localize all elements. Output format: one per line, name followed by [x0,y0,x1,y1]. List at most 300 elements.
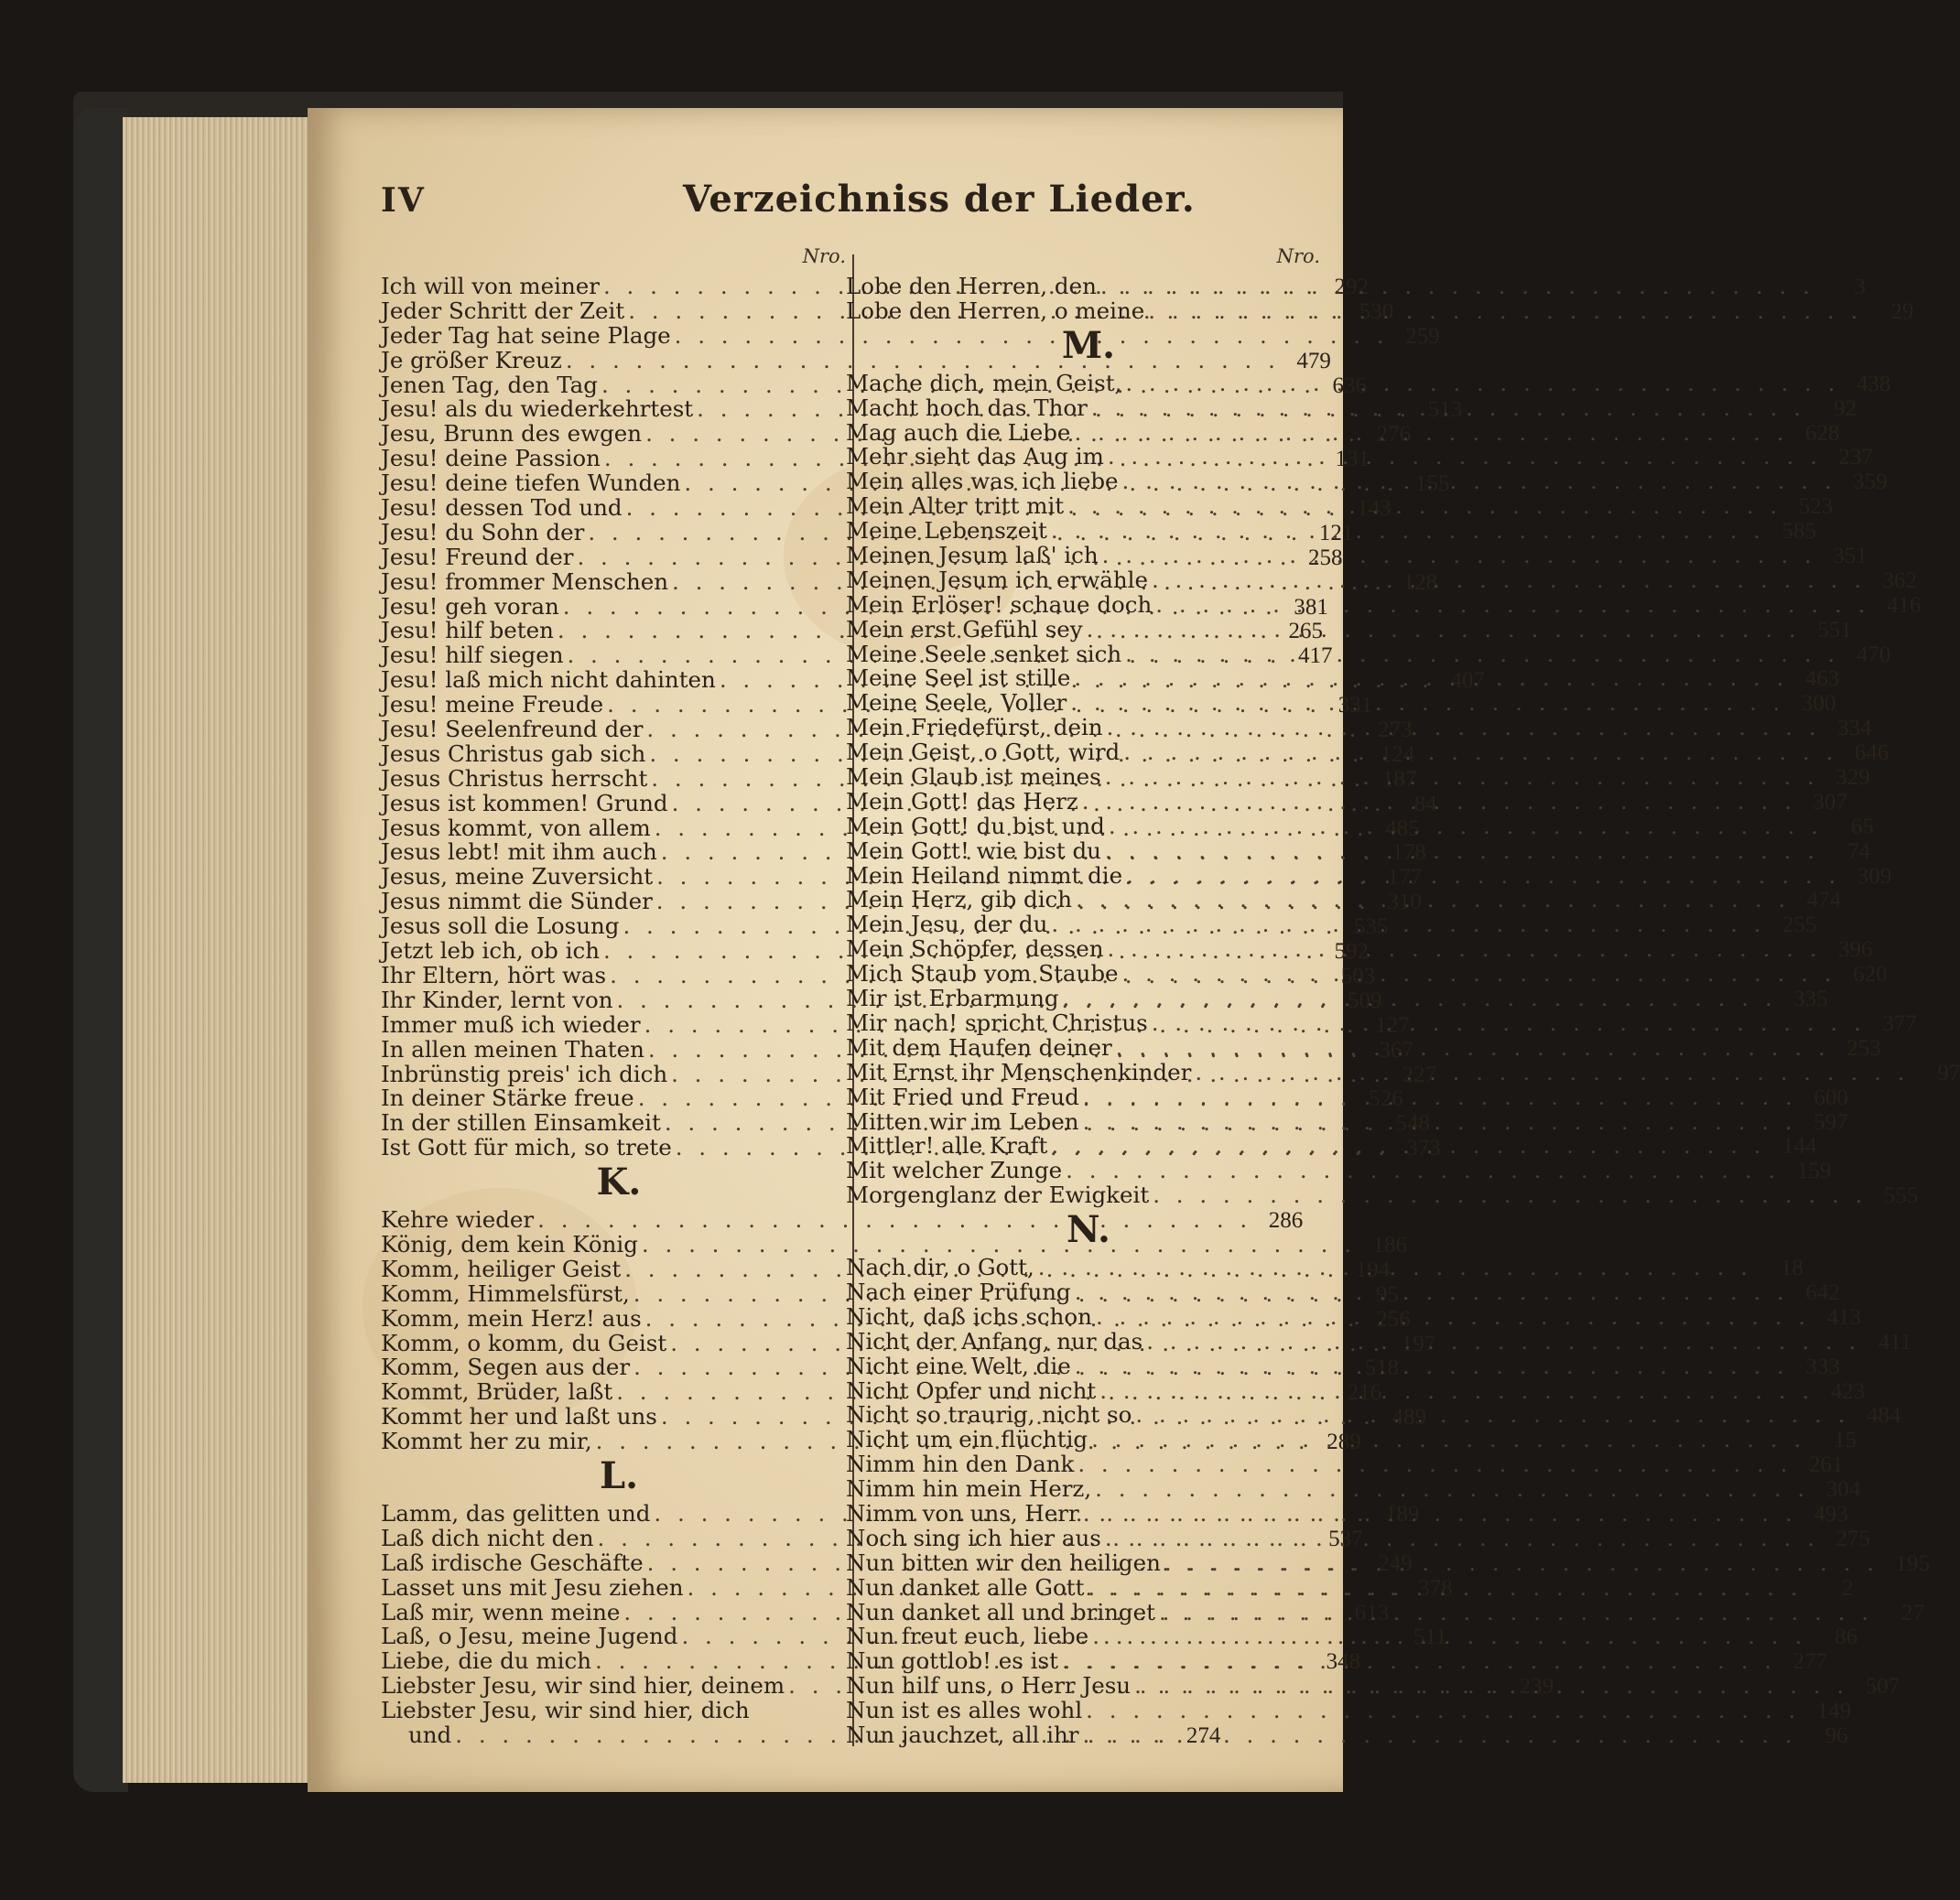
entry-number: 592 [1334,939,1370,965]
leader-dots [1034,1254,1756,1280]
entry-number: 255 [1781,912,1817,938]
entry-number: 555 [1883,1183,1919,1209]
entry-title: Meine Seele, Voller [846,689,1067,717]
entry-number: 186 [1372,1232,1407,1258]
leader-dots [1101,763,1823,790]
entry-title: Noch sing ich hier aus [846,1524,1101,1551]
leader-dots [1148,567,1869,593]
section-letter: N. [1067,1208,1110,1252]
entry-number: 470 [1856,642,1891,667]
entry-number: 509 [1348,988,1382,1013]
entry-title: Meinen Jesum ich erwähle [846,566,1148,593]
entry-title: Jesu! Freund der [381,543,574,570]
entry-number: 503 [1340,963,1376,988]
entry-title: Kommt, Brüder, laßt [381,1378,613,1406]
leader-dots [1103,935,1825,962]
entry-number: 535 [1354,914,1389,940]
leader-dots [1088,1426,1809,1452]
entry-title: Ihr Eltern, hört was [381,961,607,988]
entry-title: Jesu! deine tiefen Wunden [381,470,681,497]
entry-number: 256 [1376,1306,1411,1332]
page-number: IV [381,181,426,220]
entry-number: 274 [1186,1722,1221,1748]
entry-title: Komm, o komm, du Geist [381,1329,667,1356]
index-entry [381,321,1440,349]
entry-number: 92 [1833,395,1857,421]
leader-dots [1059,985,1781,1011]
leader-dots [1062,1157,1783,1183]
entry-number: 474 [1806,888,1842,913]
entry-number: 155 [1414,471,1450,497]
entry-title: Lobe den Herren, den [846,273,1097,299]
entry-title: Mache dich, mein Geist, [846,369,1122,396]
entry-number: 3 [1854,275,1866,299]
entry-number: 416 [1886,592,1922,618]
leader-dots [1078,788,1800,815]
entry-title: Nimm von uns, Herr [846,1499,1079,1527]
entry-number: 551 [1817,617,1852,642]
entry-title: In deiner Stärke freue [381,1085,634,1112]
entry-title: Jesu! hilf siegen [381,642,564,669]
leader-dots [1142,1328,1864,1355]
entry-title: Liebe, die du mich [381,1647,591,1675]
entry-title: Jesu! dessen Tod und [381,494,623,522]
entry-title: Lasset uns mit Jesu ziehen [381,1573,684,1601]
leader-dots [1088,1623,1810,1649]
index-entry [846,640,1891,667]
entry-number: 197 [1401,1331,1436,1356]
leader-dots [1072,886,1793,912]
entry-title: Jesus ist kommen! Grund [381,789,668,816]
entry-number: 144 [1781,1134,1817,1160]
entry-title: Laß, o Jesu, meine Jugend [381,1623,678,1650]
leader-dots [1079,1500,1801,1527]
leader-dots [1155,1599,1877,1625]
entry-number: 27 [1901,1600,1925,1625]
entry-number: 2 [1841,1575,1854,1601]
entry-number: 417 [1298,643,1333,669]
entry-number: 600 [1814,1085,1848,1110]
entry-title: Nun jauchzet, all ihr [846,1721,1079,1748]
entry-title: Lamm, das gelitten und [381,1499,651,1527]
entry-title: Mittler! alle Kraft [846,1132,1048,1160]
entry-title: Mein Gott! wie bist du [846,837,1101,864]
entry-title: In der stillen Einsamkeit [381,1109,661,1137]
leader-dots [1092,1303,1814,1330]
entry-number: 485 [1385,815,1420,841]
entry-number: 513 [1427,397,1463,423]
entry-title: Mein Jesu, der du [846,911,1048,938]
entry-title: Mir nach! spricht Christus [846,1009,1148,1036]
entry-title: Mein Schöpfer, dessen [846,935,1104,963]
entry-title: Meinen Jesum laß' ich [846,542,1099,569]
entry-title: Nimm hin mein Herz, [846,1475,1092,1503]
leader-dots [1121,370,1843,396]
entry-title: Mit Fried und Freud [846,1083,1079,1110]
leader-dots [1097,273,1818,299]
entry-number: 377 [1882,1010,1917,1036]
entry-number: 178 [1391,840,1426,866]
entry-number: 484 [1866,1403,1901,1429]
entry-title: Kommt her zu mir, [381,1428,592,1455]
entry-title: Nicht der Anfang, nur das [846,1327,1143,1355]
entry-title: Kommt her und laßt uns [381,1403,657,1430]
entry-number: 620 [1853,962,1888,988]
leader-dots [1079,1722,1801,1748]
entry-number: 413 [1826,1304,1862,1330]
index-entry [381,1230,1407,1258]
entry-title: Jesus soll die Losung [381,912,620,940]
leader-dots [1088,394,1809,421]
leader-dots [1104,443,1825,470]
entry-number: 310 [1387,890,1422,915]
entry-title: Nicht eine Welt, die [846,1352,1071,1379]
leader-dots [1047,911,1769,937]
entry-title: Nicht Opfer und nicht [846,1376,1097,1404]
entry-title: In allen meinen Thaten [381,1035,644,1063]
section-letter: K. [596,1161,642,1204]
entry-title: Jeder Tag hat seine Plage [381,321,671,349]
entry-number: 276 [1376,422,1412,448]
entry-title: Mit dem Haufen deiner [846,1033,1112,1061]
entry-number: 309 [1857,863,1892,889]
entry-title: Meine Seele senket sich [846,640,1122,667]
entry-number: 237 [1838,445,1873,470]
entry-number: 216 [1347,1380,1382,1406]
entry-number: 518 [1364,1355,1400,1381]
entry-number: 511 [1413,1625,1447,1650]
entry-title: Komm, mein Herz! aus [381,1304,642,1332]
entry-number: 628 [1805,420,1840,446]
index-entry [846,1157,1832,1184]
entry-title: Mehr sieht das Aug im [846,443,1104,470]
entry-title: Mein Heiland nimmt die [846,861,1123,889]
entry-number: 239 [1519,1674,1554,1700]
entry-number: 29 [1890,298,1914,324]
entry-number: 333 [1805,1354,1840,1379]
entry-number: 261 [1808,1452,1844,1478]
entry-number: 258 [1308,545,1343,570]
index-entry [846,1697,1852,1724]
page-edges [123,117,317,1783]
entry-title: Mein Gott! das Herz [846,787,1078,815]
index-entry [846,1182,1919,1209]
entry-number: 367 [1379,1037,1413,1063]
leader-dots [1058,1647,1780,1674]
entry-title: Mir ist Erbarmung [846,985,1059,1012]
entry-number: 523 [1798,494,1834,520]
entry-number: 195 [1895,1550,1930,1576]
entry-title: Nach dir, o Gott, [846,1254,1034,1281]
leader-dots [1161,1549,1882,1576]
entry-title: Jesu! laß mich nicht dahinten [381,666,716,694]
entry-number: 65 [1850,814,1874,839]
entry-title: Jesus, meine Zuversicht [381,863,654,891]
entry-number: 273 [1377,718,1413,743]
entry-title: Nun freut euch, liebe [846,1623,1089,1650]
entry-number: 143 [1357,496,1391,522]
entry-title: Mein erst Gefühl sey [846,615,1083,642]
entry-number: 149 [1816,1699,1852,1724]
leader-dots [1121,641,1843,667]
leader-dots [1070,419,1792,446]
entry-title: Nicht so traurig, nicht so [846,1401,1132,1429]
page-header [308,172,1343,227]
entry-number: 526 [1369,1086,1403,1112]
entry-number: 127 [1375,1012,1410,1038]
entry-title: Nun danket all und bringet [846,1598,1155,1625]
entry-title: Mit welcher Zunge [846,1157,1063,1184]
entry-number: 396 [1838,937,1873,963]
index-entry [381,1697,857,1722]
entry-number: 124 [1380,741,1415,767]
entry-number: 227 [1402,1062,1437,1087]
entry-number: 438 [1856,371,1891,396]
entry-number: 253 [1846,1035,1881,1061]
leader-dots [1047,1132,1769,1159]
entry-title: König, dem kein König [381,1230,638,1258]
entry-title: Jesu! deine Passion [381,445,601,472]
leader-dots [1132,1401,1853,1428]
entry-number: 277 [1792,1649,1827,1675]
leader-dots [1079,1084,1801,1110]
leader-dots [1103,714,1825,740]
entry-number: 304 [1825,1477,1861,1503]
entry-number: 334 [1837,716,1872,741]
leader-dots [1144,297,1866,324]
entry-number: 292 [1334,275,1370,299]
entry-title: Mein Erlöser! schaue doch [846,590,1153,618]
leader-dots [1191,1059,1912,1085]
entry-title: Laß irdische Geschäfte [381,1549,644,1576]
entry-number: 335 [1793,987,1828,1012]
entry-number: 331 [1337,693,1373,718]
entry-title: Jesu! geh voran [381,592,559,620]
entry-title: Nun ist es alles wohl [846,1697,1083,1724]
entry-title: Nicht, daß ichs schon [846,1302,1092,1330]
entry-number: 378 [1418,1575,1453,1601]
entry-number: 493 [1814,1501,1848,1527]
entry-number: 249 [1378,1550,1413,1576]
entry-title: Je größer Kreuz [381,346,562,373]
entry-title: Lobe den Herren, o meine [846,297,1145,324]
leader-dots [1149,1182,1870,1208]
leader-dots [1067,689,1788,716]
entry-title: Jesu! als du wiederkehrtest [381,395,694,423]
entry-number: 86 [1835,1625,1858,1650]
entry-title: Meine Seel ist stille [846,664,1071,692]
entry-title: Ihr Kinder, lernt von [381,986,613,1013]
entry-title: Nimm hin den Dank [846,1451,1075,1478]
entry-title: Liebster Jesu, wir sind hier, deinem [381,1672,785,1700]
leader-dots [1083,616,1804,642]
entry-title: Nicht um ein flüchtig [846,1426,1088,1453]
entry-title: Jesu! frommer Menschen [381,567,669,595]
entry-number: 646 [1854,740,1890,766]
entry-number: 507 [1865,1674,1900,1700]
leader-dots [1131,1672,1852,1699]
leader-dots [1096,1377,1817,1404]
entry-title: Ich will von meiner [381,273,600,299]
leader-dots [1091,1475,1813,1502]
leader-dots [1112,1034,1834,1061]
entry-title: Mag auch die Liebe [846,418,1071,446]
entry-title: Mich Staub vom Staube [846,960,1119,988]
entry-number: 189 [1384,1501,1420,1527]
leader-dots [1070,664,1792,691]
nro-label: Nro. [802,245,846,267]
entry-number: 265 [1288,619,1323,644]
entry-title: Mitten wir im Leben [846,1107,1079,1135]
entry-title: und [408,1721,452,1748]
entry-number: 300 [1801,691,1836,717]
index-entry [846,542,1868,569]
leader-dots [1120,739,1841,765]
entry-title: Komm, heiliger Geist [381,1255,622,1282]
entry-title: Mein Gott! du bist und [846,812,1105,839]
entry-number: 128 [1402,569,1438,595]
entry-number: 194 [1355,1257,1391,1282]
entry-number: 362 [1882,567,1918,593]
entry-number: 530 [1359,298,1394,324]
leader-dots [1079,1108,1801,1135]
entry-title: Macht hoch das Thor [846,394,1088,421]
entry-title: Nun bitten wir den heiligen [846,1549,1161,1576]
entry-number: 74 [1846,838,1870,864]
entry-number: 259 [1405,323,1440,349]
entry-title: Jesus lebt! mit ihm auch [381,838,657,866]
entry-number: 479 [1296,348,1331,373]
index-entry [846,1721,1848,1748]
entry-number: 411 [1878,1329,1912,1355]
entry-title: Liebster Jesu, wir sind hier, dich [381,1697,750,1724]
leader-dots [1148,1009,1869,1036]
nro-label: Nro. [1276,245,1320,267]
entry-title: Komm, Himmelsfürst, [381,1279,630,1307]
entry-title: Nach einer Prüfung [846,1278,1071,1305]
leader-dots [1152,591,1873,618]
entry-title: Jesu! meine Freude [381,691,604,718]
index-entry [846,1451,1844,1478]
entry-number: 537 [1328,1526,1363,1551]
index-entry [381,1206,1304,1234]
entry-title: Jesu! hilf beten [381,617,554,644]
entry-title: Kehre wieder [381,1206,535,1234]
entry-number: 613 [1354,1600,1390,1625]
entry-title: Nun gottlob! es ist [846,1647,1058,1675]
entry-number: 642 [1805,1279,1840,1305]
entry-title: Komm, Segen aus der [381,1354,631,1381]
entry-number: 121 [1318,520,1354,545]
entry-title: Mein Alter tritt mit [846,492,1065,520]
entry-title: Morgenglanz der Ewigkeit [846,1182,1150,1209]
entry-title: Laß dich nicht den [381,1524,594,1551]
entry-number: 597 [1814,1109,1848,1135]
entry-title: Jesu! Seelenfreund der [381,716,644,743]
leader-dots [1122,862,1844,889]
leader-dots [1101,1525,1823,1551]
entry-title: Jesus kommt, von allem [381,814,651,841]
leader-dots [1084,1574,1805,1601]
entry-number: 423 [1830,1378,1866,1404]
entry-number: 95 [1375,1281,1399,1307]
entry-number: 289 [1327,1430,1361,1455]
entry-number: 131 [1335,447,1370,472]
section-letter: L. [599,1453,639,1497]
entry-number: 275 [1835,1526,1870,1551]
leader-dots [1119,468,1840,494]
entry-title: Mein Glaub ist meines [846,763,1101,791]
entry-title: Laß mir, wenn meine [381,1598,621,1625]
entry-title: Meine Lebenszeit [846,517,1047,545]
entry-number: 585 [1781,519,1816,545]
leader-dots [1071,1353,1792,1379]
entry-title: Mein alles was ich liebe [846,468,1119,495]
entry-number: 351 [1833,544,1868,569]
leader-dots [1064,492,1785,519]
entry-title: Jesu! du Sohn der [381,518,585,545]
entry-number: 187 [1381,766,1417,792]
entry-number: 96 [1825,1722,1848,1748]
leader-dots [1047,517,1769,544]
entry-number: 373 [1406,1136,1441,1161]
index-entry [846,615,1852,642]
index-entry [381,346,1331,373]
entry-number: 177 [1387,865,1423,891]
leader-dots [1101,837,1823,864]
entry-title: Jesus nimmt die Sünder [381,888,653,915]
entry-number: 97 [1937,1060,1960,1085]
leader-dots [1071,1279,1792,1305]
entry-title: Jeder Schritt der Zeit [381,297,625,324]
entry-title: Jesus Christus gab sich [381,739,646,767]
entry-number: 381 [1294,594,1328,620]
entry-title: Ist Gott für mich, so trete [381,1134,672,1161]
entry-number: 463 [1804,666,1840,692]
leader-dots [1082,1697,1803,1723]
entry-title: Immer muß ich wieder [381,1010,641,1038]
entry-title: Jetzt leb ich, ob ich [381,937,600,965]
entry-number: 548 [1395,1111,1430,1137]
entry-number: 359 [1853,470,1888,495]
entry-title: Mit Ernst ihr Menschenkinder [846,1058,1192,1085]
entry-title: Nun hilf uns, o Herr Jesu [846,1672,1132,1700]
entry-number: 307 [1813,789,1847,815]
entry-number: 286 [1268,1208,1304,1234]
entry-number: 489 [1391,1405,1426,1430]
leader-dots [1099,542,1820,568]
page-title: Verzeichniss der Lieder. [683,178,1196,221]
entry-title: Jesu, Brunn des ewgen [381,420,643,448]
entry-title: Mein Herz, gib dich [846,886,1073,913]
entry-number: 15 [1834,1428,1857,1453]
book-spine [73,108,128,1792]
entry-title: Inbrünstig preis' ich dich [381,1060,668,1087]
entry-title: Jesus Christus herrscht [381,764,648,792]
entry-number: 159 [1796,1159,1832,1184]
entry-title: Mein Friedefürst, dein [846,714,1103,741]
leader-dots [1119,960,1840,987]
entry-title: Nun danket alle Gott [846,1573,1085,1601]
index-entry [846,1475,1861,1503]
index-entry [846,590,1922,618]
entry-title: Mein Geist, o Gott, wird [846,739,1121,766]
book-page [308,108,1960,1792]
leader-dots [1074,1451,1795,1477]
entry-number: 348 [1326,1649,1361,1675]
entry-number: 84 [1413,791,1437,816]
leader-dots [1105,813,1826,839]
